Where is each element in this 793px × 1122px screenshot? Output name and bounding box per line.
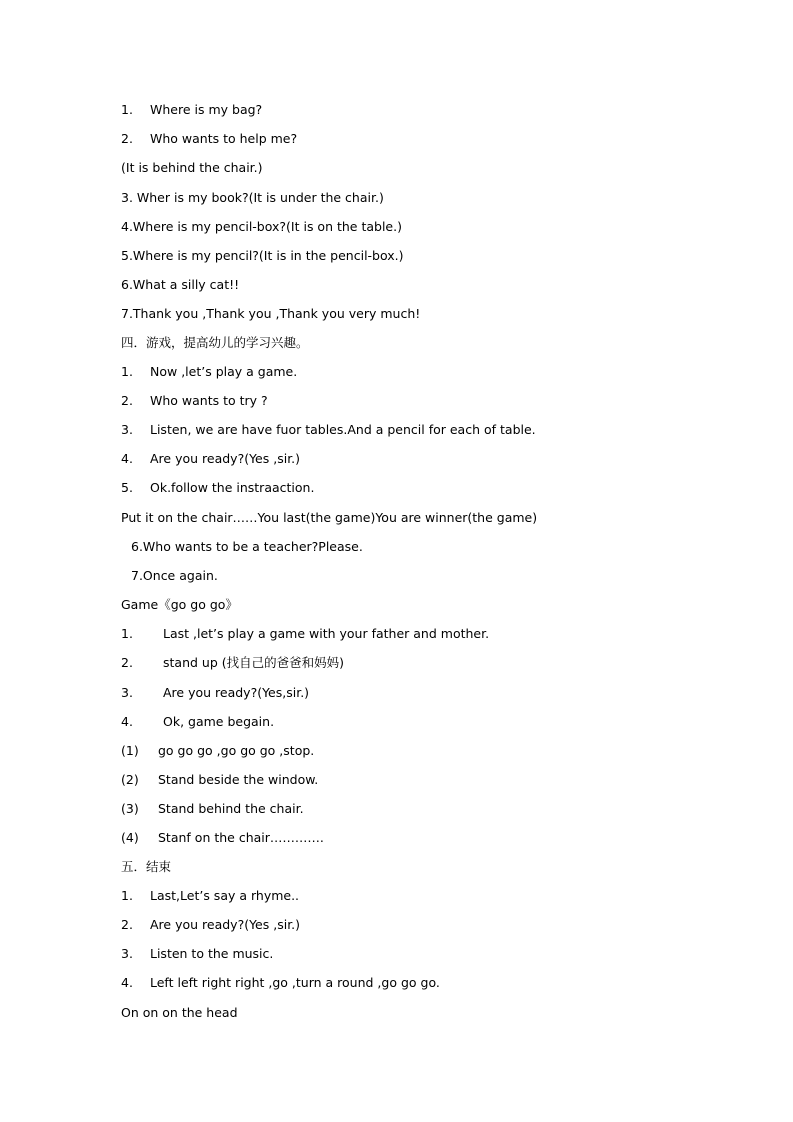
list-item [121, 946, 273, 962]
item-text: Who wants to help me? [150, 131, 298, 146]
text-line: 7.Once again. [131, 568, 218, 583]
text-line: (It is behind the chair.) [121, 160, 263, 175]
list-item [121, 131, 297, 147]
item-text: Listen to the music. [150, 946, 274, 961]
list-item [121, 801, 304, 817]
text-line: On on on the head [121, 1005, 238, 1020]
text-line: 3. Wher is my book?(It is under the chair.) [121, 190, 384, 205]
item-text: Listen, we are have fuor tables.And a pencil for each of table. [150, 422, 536, 437]
item-text: Are you ready?(Yes,sir.) [163, 685, 310, 700]
item-text: Stanf on the chair…………. [158, 830, 324, 845]
item-number: 1. [121, 626, 133, 641]
item-text: Are you ready?(Yes ,sir.) [150, 451, 301, 466]
text-line: 5.Where is my pencil?(It is in the pencil-box.) [121, 248, 404, 263]
list-item [121, 480, 314, 496]
list-item [121, 451, 300, 467]
item-number: 4. [121, 975, 133, 990]
list-item [121, 655, 344, 671]
text-line: Put it on the chair……You last(the game)You are winner(the game) [121, 510, 538, 525]
list-item [121, 422, 536, 438]
item-text: go go go ,go go go ,stop. [158, 743, 315, 758]
text-line: 7.Thank you ,Thank you ,Thank you very much! [121, 306, 421, 321]
list-item [121, 714, 274, 730]
item-number: (3) [121, 801, 139, 816]
item-text: Stand beside the window. [158, 772, 319, 787]
item-number: 5. [121, 480, 133, 495]
item-text: Ok, game begain. [163, 714, 275, 729]
item-text: Stand behind the chair. [158, 801, 304, 816]
item-number: 2. [121, 655, 133, 670]
list-item [121, 917, 300, 933]
item-number: (2) [121, 772, 139, 787]
list-item [121, 626, 489, 642]
item-text: Now ,let’s play a game. [150, 364, 298, 379]
list-item [121, 888, 299, 904]
list-item [121, 364, 297, 380]
item-text: Last ,let’s play a game with your father and mother. [163, 626, 490, 641]
item-text: Are you ready?(Yes ,sir.) [150, 917, 301, 932]
item-number: 3. [121, 685, 133, 700]
list-item [121, 102, 262, 118]
section-heading: 四．游戏，提高幼儿的学习兴趣。 [121, 335, 309, 350]
section-heading: Game《go go go》 [121, 597, 238, 612]
list-item [121, 743, 314, 759]
item-text: Last,Let’s say a rhyme.. [150, 888, 300, 903]
item-number: 2. [121, 917, 133, 932]
item-number: 4. [121, 451, 133, 466]
text-line: 6.Who wants to be a teacher?Please. [131, 539, 363, 554]
item-number: 1. [121, 364, 133, 379]
text-line: 4.Where is my pencil-box?(It is on the table.) [121, 219, 402, 234]
section-heading: 五．结束 [121, 859, 172, 874]
item-number: 3. [121, 422, 133, 437]
item-number: (4) [121, 830, 139, 845]
item-number: 3. [121, 946, 133, 961]
item-number: 2. [121, 131, 133, 146]
item-number: 4. [121, 714, 133, 729]
item-text: stand up (找自己的爸爸和妈妈) [163, 655, 344, 670]
item-text: Left left right right ,go ,turn a round ,go go go. [150, 975, 440, 990]
list-item [121, 685, 309, 701]
item-text: Ok.follow the instraaction. [150, 480, 315, 495]
text-line: 6.What a silly cat!! [121, 277, 240, 292]
list-item [121, 772, 318, 788]
item-number: (1) [121, 743, 139, 758]
list-item [121, 830, 324, 846]
item-text: Where is my bag? [150, 102, 263, 117]
item-text: Who wants to try ? [150, 393, 268, 408]
list-item [121, 975, 440, 991]
item-number: 1. [121, 102, 133, 117]
item-number: 2. [121, 393, 133, 408]
list-item [121, 393, 268, 409]
item-number: 1. [121, 888, 133, 903]
